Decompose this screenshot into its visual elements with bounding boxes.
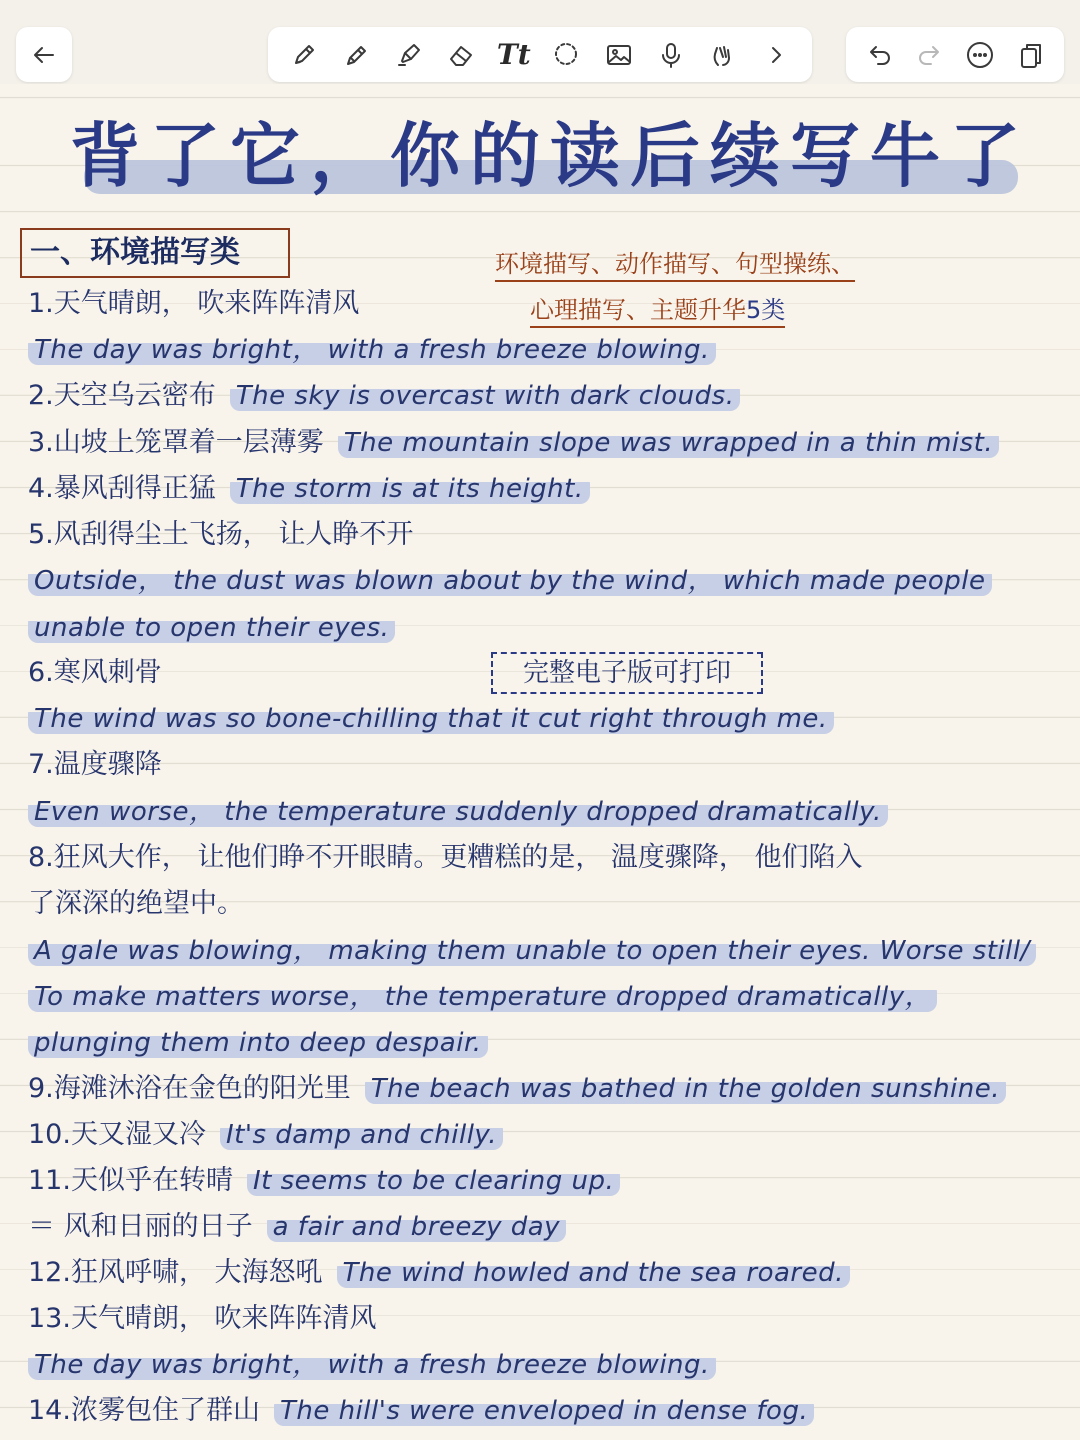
gesture-icon[interactable]: [703, 35, 743, 75]
english-translation: The day was bright， with a fresh breeze blowing.: [28, 1350, 716, 1380]
chinese-phrase: 7.温度骤降: [28, 749, 162, 780]
chinese-phrase: 5.风刮得尘土飞扬， 让人睁不开: [28, 519, 414, 550]
phrase-line: [28, 1025, 488, 1061]
chinese-phrase: 6.寒风刺骨: [28, 657, 162, 688]
english-translation: A gale was blowing， making them unable to open their eyes. Worse still/: [28, 936, 1036, 966]
english-translation: unable to open their eyes.: [28, 613, 395, 643]
chinese-phrase: 8.狂风大作， 让他们睁不开眼睛。更糟糕的是， 温度骤降， 他们陷入: [28, 842, 863, 873]
chinese-phrase: 1.天气晴朗， 吹来阵阵清风: [28, 288, 360, 319]
microphone-icon[interactable]: [651, 35, 691, 75]
phrase-line: [28, 563, 992, 599]
phrase-line: [28, 425, 999, 461]
english-translation: The day was bright， with a fresh breeze blowing.: [28, 335, 716, 365]
english-translation: To make matters worse， the temperature dropped dramatically，: [28, 982, 937, 1012]
chinese-phrase: 9.海滩沐浴在金色的阳光里: [28, 1073, 351, 1104]
category-note-count: 5类: [746, 296, 785, 328]
chinese-phrase: 13.天气晴朗， 吹来阵阵清风: [28, 1303, 377, 1334]
pen-icon[interactable]: [284, 35, 324, 75]
text-tool-icon[interactable]: [494, 35, 534, 75]
english-translation: The wind howled and the sea roared.: [337, 1258, 850, 1288]
pages-icon[interactable]: [1011, 35, 1051, 75]
english-translation: Even worse， the temperature suddenly dropped dramatically.: [28, 797, 888, 827]
english-translation: It seems to be clearing up.: [247, 1166, 620, 1196]
phrase-line: [28, 610, 395, 646]
english-translation: The hill's were enveloped in dense fog.: [274, 1396, 814, 1426]
phrase-line: [28, 794, 888, 830]
phrase-line: [28, 1393, 814, 1429]
eraser-icon[interactable]: [441, 35, 481, 75]
english-translation: Outside， the dust was blown about by the wind， which made people: [28, 566, 992, 596]
pencil-icon[interactable]: [337, 35, 377, 75]
document-actions-bar: [846, 27, 1064, 82]
phrase-line: [28, 1347, 716, 1383]
redo-icon[interactable]: [910, 35, 950, 75]
drawing-tools-bar: [268, 27, 812, 82]
image-icon[interactable]: [599, 35, 639, 75]
chinese-phrase: 12.狂风呼啸， 大海怒吼: [28, 1257, 323, 1288]
undo-icon[interactable]: [859, 35, 899, 75]
english-translation: The mountain slope was wrapped in a thin mist.: [338, 428, 999, 458]
english-translation: The sky is overcast with dark clouds.: [230, 381, 741, 411]
chevron-right-icon[interactable]: [756, 35, 796, 75]
category-note-line2: [530, 290, 785, 325]
chinese-phrase: ＝ 风和日丽的日子: [28, 1211, 253, 1242]
printable-note-box: 完整电子版可打印: [491, 652, 763, 694]
english-translation: The wind was so bone-chilling that it cut right through me.: [28, 704, 834, 734]
category-note-text1: 环境描写、动作描写、句型操练、: [495, 250, 855, 282]
english-translation: plunging them into deep despair.: [28, 1028, 488, 1058]
chinese-phrase: 2.天空乌云密布: [28, 380, 216, 411]
phrase-line: [28, 886, 244, 922]
category-note-line1: [495, 244, 855, 279]
phrase-line: [28, 840, 863, 876]
text-tool-label: Tt: [496, 38, 531, 71]
more-icon[interactable]: [960, 35, 1000, 75]
phrase-line: [28, 517, 413, 553]
phrase-line: [28, 747, 162, 783]
phrase-line: [28, 286, 359, 322]
highlighter-icon[interactable]: [389, 35, 429, 75]
phrase-line: [28, 378, 740, 414]
phrase-line: [28, 471, 590, 507]
top-toolbar: [0, 0, 1080, 84]
category-note-text2: 心理描写、主题升华: [530, 296, 746, 328]
chinese-phrase: 14.浓雾包住了群山: [28, 1395, 260, 1426]
chinese-phrase: 3.山坡上笼罩着一层薄雾: [28, 427, 324, 458]
phrase-line: [28, 1255, 850, 1291]
back-button[interactable]: [16, 27, 72, 82]
phrase-line: [28, 1117, 503, 1153]
page-title: 背了它，你的读后续写牛了: [70, 115, 1030, 197]
chinese-phrase: 10.天又湿又冷: [28, 1119, 206, 1150]
phrase-line: [28, 1301, 377, 1337]
phrase-line: [28, 332, 716, 368]
phrase-line: [28, 701, 834, 737]
lasso-icon[interactable]: [546, 35, 586, 75]
english-translation: It's damp and chilly.: [220, 1120, 503, 1150]
phrase-line: [28, 1209, 566, 1245]
section-title: 一、环境描写类: [20, 228, 290, 278]
chinese-phrase: 了深深的绝望中。: [28, 888, 244, 919]
english-translation: a fair and breezy day: [267, 1212, 566, 1242]
phrase-line: [28, 933, 1036, 969]
phrase-line: [28, 1071, 1006, 1107]
chinese-phrase: 4.暴风刮得正猛: [28, 473, 216, 504]
chinese-phrase: 11.天似乎在转晴: [28, 1165, 233, 1196]
english-translation: The storm is at its height.: [230, 474, 590, 504]
phrase-line: [28, 979, 937, 1015]
phrase-line: [28, 1163, 620, 1199]
arrow-left-icon[interactable]: [24, 35, 64, 75]
phrase-line: [28, 655, 162, 691]
english-translation: The beach was bathed in the golden sunshine.: [365, 1074, 1006, 1104]
